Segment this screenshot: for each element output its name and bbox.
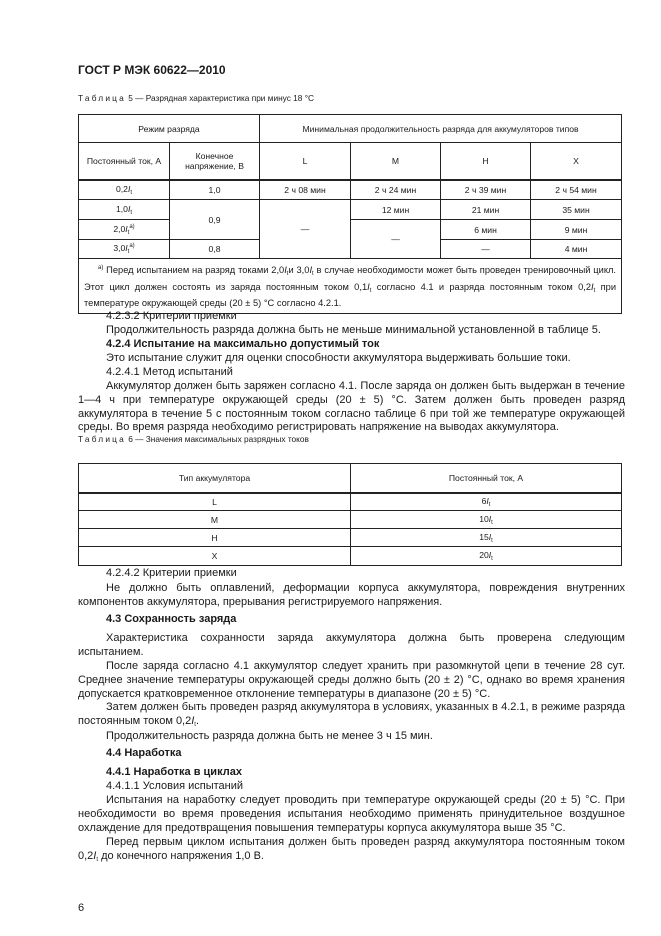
header-voltage: Конечное напряжение, В bbox=[170, 143, 260, 180]
page-number: 6 bbox=[78, 902, 85, 914]
header-type: Тип аккумулятора bbox=[79, 464, 351, 493]
cell-current: $10I_t$ bbox=[351, 511, 622, 529]
header-min-duration: Минимальная продолжительность разряда для аккумуляторов типов bbox=[260, 115, 622, 143]
paragraph: Затем должен быть проведен разряд аккумулятора в условиях, указанных в 4.2.1, в режиме разряда постоянным током $0,2I_t$. bbox=[78, 701, 625, 728]
table-row bbox=[79, 493, 622, 511]
cell-type: M bbox=[79, 511, 351, 529]
table-5 bbox=[78, 114, 622, 314]
table6-caption bbox=[78, 434, 309, 444]
heading-4-2-3-2: 4.2.3.2 Критерии приемки bbox=[106, 310, 237, 322]
cell-type: X bbox=[79, 547, 351, 566]
cell-voltage: 0,9 bbox=[170, 200, 260, 240]
paragraph: Не должно быть оплавлений, деформации корпуса аккумулятора, повреждения внутренних компонентов аккумулятора, прерывания регистрируемого напряжения. bbox=[78, 582, 625, 608]
paragraph: После заряда согласно 4.1 аккумулятор следует хранить при разомкнутой цепи в течение 28 сут. Среднее значение температуры окружающей среды должно быть (20 ± 2) °C, однако во время хранения допускается кратковременное отклонение температуры в диапазоне (20 ± 5) °C. bbox=[78, 660, 625, 700]
table-row bbox=[79, 220, 622, 240]
caption-text: 6 — Значения максимальных разрядных токов bbox=[125, 434, 309, 444]
heading-4-4-1-1: 4.4.1.1 Условия испытаний bbox=[106, 780, 244, 792]
header-type-L: L bbox=[260, 143, 351, 180]
paragraph: Аккумулятор должен быть заряжен согласно 4.1. После заряда он должен быть выдержан в течение 1—4 ч при температуре окружающей среды (20 ± 5) °C. Затем должен быть проведен разряд аккумулятора в течение 5 с постоянным током согласно таблице 6 при той же температуре окружающей среды. Во время разряда необходимо регистрировать напряжение на выводах аккумулятора. bbox=[78, 380, 625, 434]
heading-4-4-1: 4.4.1 Наработка в циклах bbox=[106, 766, 242, 778]
cell-L: 2 ч 08 мин bbox=[260, 180, 351, 200]
heading-4-2-4-2: 4.2.4.2 Критерии приемки bbox=[106, 567, 237, 579]
cell-H: — bbox=[441, 240, 531, 259]
cell-current: $3,0I_t^{а)}$ bbox=[79, 240, 170, 259]
cell-current: $6I_t$ bbox=[351, 493, 622, 511]
table5-footnote: $^{а)}$ Перед испытанием на разряд токами $2,0I_tи$ $3,0I_t$ в случае необходимости может быть проведен тренировочный цикл. Этот цикл должен состоять из заряда постоянным током $0,1I_t$ согласно 4.1 и разряда постоянным током $0,2I_t$ при температуре окружающей среды (20 ± 5) °C согласно 4.2.1. bbox=[79, 259, 622, 314]
table-row bbox=[79, 529, 622, 547]
heading-4-2-4-1: 4.2.4.1 Метод испытаний bbox=[106, 366, 233, 378]
caption-word: Таблица bbox=[78, 434, 126, 444]
cell-X: 4 мин bbox=[531, 240, 622, 259]
paragraph: Продолжительность разряда должна быть не меньше минимальной установленной в таблице 5. bbox=[106, 324, 601, 336]
header-type-H: H bbox=[441, 143, 531, 180]
cell-current: $20I_t$ bbox=[351, 547, 622, 566]
table5-caption bbox=[78, 93, 314, 103]
table-6 bbox=[78, 463, 622, 566]
paragraph: Характеристика сохранности заряда аккумулятора должна быть проверена следующим испытанием. bbox=[78, 632, 625, 658]
header-type-M: M bbox=[351, 143, 441, 180]
cell-current: $1,0I_t$ bbox=[79, 200, 170, 220]
cell-type: H bbox=[79, 529, 351, 547]
cell-current: $15I_t$ bbox=[351, 529, 622, 547]
heading-4-3: 4.3 Сохранность заряда bbox=[106, 613, 237, 625]
table-row bbox=[79, 200, 622, 220]
cell-voltage: 1,0 bbox=[170, 180, 260, 200]
header-type-X: X bbox=[531, 143, 622, 180]
cell-current: $0,2I_t$ bbox=[79, 180, 170, 200]
cell-M: 2 ч 24 мин bbox=[351, 180, 441, 200]
cell-current: $2,0I_t^{а)}$ bbox=[79, 220, 170, 240]
heading-4-4: 4.4 Наработка bbox=[106, 747, 182, 759]
table-row bbox=[79, 180, 622, 200]
cell-X: 35 мин bbox=[531, 200, 622, 220]
cell-X: 2 ч 54 мин bbox=[531, 180, 622, 200]
cell-L: — bbox=[260, 200, 351, 259]
caption-word: Таблица bbox=[78, 93, 126, 103]
paragraph: Продолжительность разряда должна быть не менее 3 ч 15 мин. bbox=[106, 730, 433, 742]
cell-voltage: 0,8 bbox=[170, 240, 260, 259]
heading-4-2-4: 4.2.4 Испытание на максимально допустимый ток bbox=[106, 338, 380, 350]
header-current: Постоянный ток, А bbox=[79, 143, 170, 180]
header-current: Постоянный ток, А bbox=[351, 464, 622, 493]
document-header: ГОСТ Р МЭК 60622—2010 bbox=[78, 63, 226, 77]
header-discharge-mode: Режим разряда bbox=[79, 115, 260, 143]
cell-X: 9 мин bbox=[531, 220, 622, 240]
cell-M: 12 мин bbox=[351, 200, 441, 220]
table-row bbox=[79, 511, 622, 529]
cell-M: — bbox=[351, 220, 441, 259]
cell-H: 6 мин bbox=[441, 220, 531, 240]
paragraph: Это испытание служит для оценки способности аккумулятора выдерживать большие токи. bbox=[106, 352, 571, 364]
paragraph: Перед первым циклом испытания должен быть проведен разряд аккумулятора постоянным током $0,2I_t$ до конечного напряжения 1,0 В. bbox=[78, 836, 625, 863]
cell-H: 2 ч 39 мин bbox=[441, 180, 531, 200]
cell-type: L bbox=[79, 493, 351, 511]
table-row bbox=[79, 547, 622, 566]
cell-H: 21 мин bbox=[441, 200, 531, 220]
paragraph: Испытания на наработку следует проводить при температуре окружающей среды (20 ± 5) °C. При необходимости во время проведения испытания необходимо применять принудительное воздушное охлаждение для предотвращения повышения температуры корпуса аккумулятора выше 35 °C. bbox=[78, 794, 625, 834]
caption-text: 5 — Разрядная характеристика при минус 18 °C bbox=[125, 93, 315, 103]
